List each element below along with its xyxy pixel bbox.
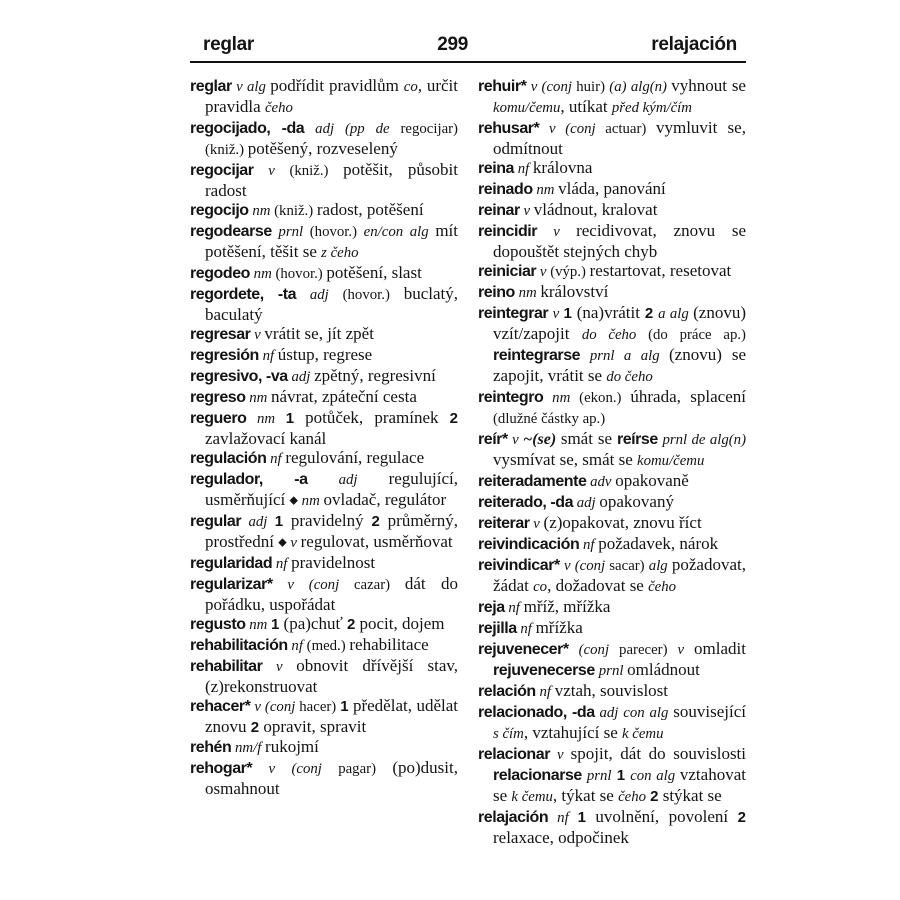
entry-text: čeho — [648, 579, 677, 595]
entry-text: (kniž.) — [274, 203, 317, 219]
entry-text: (z)opakovat, znovu říct — [543, 513, 702, 532]
dictionary-entry — [190, 284, 458, 324]
dictionary-entry — [478, 807, 746, 847]
entry-text: reírse — [616, 431, 663, 448]
column-right — [478, 76, 746, 847]
dictionary-entry — [190, 118, 458, 160]
dictionary-entry — [190, 387, 458, 408]
header-left-guideword: reglar — [203, 34, 255, 55]
entry-text: ovladač, regulátor — [323, 490, 447, 509]
entry-text: co — [533, 579, 548, 595]
page-number: 299 — [437, 34, 469, 55]
entry-text: prnl — [271, 224, 310, 240]
entry-text: (med.) — [306, 638, 350, 654]
headword: regulador, -a — [190, 471, 308, 488]
entry-text: (a) alg(n) — [609, 79, 672, 95]
entry-text: 2 — [449, 410, 459, 427]
headword: regresar — [190, 326, 251, 343]
entry-text: , týkat se — [552, 786, 619, 805]
dictionary-entry — [478, 702, 746, 744]
dictionary-entry — [190, 511, 458, 553]
entry-text: v — [286, 535, 301, 551]
entry-text: předělat, udělat znovu — [205, 696, 459, 736]
headword: reincidir — [478, 223, 538, 240]
headword: rehusar* — [478, 120, 540, 137]
entry-text: potěšení, slast — [326, 263, 422, 282]
headword: rehabilitación — [190, 637, 288, 654]
headword: reintegro — [478, 389, 544, 406]
entry-text: (hovor.) — [309, 224, 364, 240]
dictionary-entry — [478, 513, 746, 534]
entry-text: nm — [297, 493, 324, 509]
headword: regularidad — [190, 555, 273, 572]
entry-text: (dlužné částky ap.) — [493, 411, 606, 427]
dictionary-entry — [478, 534, 746, 555]
entry-text: omladit — [694, 639, 746, 658]
entry-text: v — [262, 659, 297, 675]
dictionary-entry — [478, 158, 746, 179]
headword: reiteradamente — [478, 473, 587, 490]
entry-text: huir) — [576, 79, 610, 95]
entry-text: nf — [535, 684, 555, 700]
dictionary-entry — [190, 221, 458, 263]
dictionary-entry — [478, 492, 746, 513]
dictionary-entry — [478, 618, 746, 639]
entry-text: omládnout — [627, 660, 700, 679]
entry-text: pravidelný — [290, 511, 372, 530]
entry-text: rukojmí — [265, 737, 319, 756]
entry-text: adj — [296, 287, 343, 303]
entry-text: parecer) — [619, 642, 678, 658]
headword: regreso — [190, 389, 246, 406]
entry-text: uvolnění, povolení — [595, 807, 738, 826]
headword: reír* — [478, 431, 508, 448]
headword: reivindicación — [478, 536, 580, 553]
headword: regocijo — [190, 202, 249, 219]
headword: regocijado, -da — [190, 120, 305, 137]
entry-text: komu/čemu — [493, 100, 561, 116]
entry-text: úhrada, splacení — [630, 387, 746, 406]
dictionary-entry — [478, 597, 746, 618]
entry-text: 2 — [346, 616, 360, 633]
entry-text: do čeho — [606, 369, 653, 385]
entry-text: cazar) — [353, 577, 405, 593]
entry-text: vztah, souvislost — [554, 681, 669, 700]
headword: relajación — [478, 809, 549, 826]
headword: regordete, -ta — [190, 286, 297, 303]
entry-text: stýkat se — [662, 786, 722, 805]
entry-text: z čeho — [321, 245, 359, 261]
dictionary-entry — [478, 200, 746, 221]
headword: rehuir* — [478, 78, 527, 95]
entry-text: reintegrarse — [493, 347, 590, 364]
entry-text: (conj — [568, 642, 620, 658]
entry-text: adj — [241, 514, 275, 530]
entry-text: zpětný, regresivní — [314, 366, 436, 385]
entry-text: nf — [516, 621, 536, 637]
entry-text: nf — [287, 638, 307, 654]
entry-text: adj (pp de — [304, 121, 401, 137]
column-left — [190, 76, 458, 847]
entry-text: v — [250, 327, 265, 343]
entry-text: 1 — [611, 767, 631, 784]
entry-text: vládnout, kralovat — [533, 200, 658, 219]
entry-text: en/con alg — [363, 224, 436, 240]
entry-text: v (conj — [272, 577, 354, 593]
dictionary-entry — [190, 635, 458, 656]
dictionary-entry — [190, 408, 458, 448]
entry-text: pravidelnost — [291, 553, 376, 572]
entry-text: průměrný, prostřední — [205, 511, 459, 551]
entry-text: do čeho — [581, 327, 649, 343]
entry-text: v — [253, 163, 290, 179]
headword: relacionar — [478, 746, 550, 763]
entry-text: 2 — [644, 305, 659, 322]
entry-text: 1 — [563, 305, 577, 322]
entry-text: , dožadovat se — [547, 576, 649, 595]
entry-text: v (conj — [526, 79, 577, 95]
entry-text: 2 — [646, 788, 663, 805]
entry-text: (hovor.) — [275, 266, 327, 282]
entry-text: spojit, dát do souvislosti — [570, 744, 747, 763]
headword: rehacer* — [190, 698, 251, 715]
dictionary-entry — [478, 221, 746, 261]
entry-text: nf — [548, 810, 578, 826]
headword: reinado — [478, 181, 533, 198]
entry-text: ústup, regrese — [277, 345, 373, 364]
dictionary-entry — [478, 471, 746, 492]
entry-text: nm — [249, 266, 276, 282]
entry-text: nm — [532, 182, 559, 198]
entry-text: v — [550, 747, 571, 763]
entry-text: podřídit pravidlům — [270, 76, 404, 95]
entry-text: alg — [648, 558, 672, 574]
entry-text: regulovat, usměrňovat — [300, 532, 453, 551]
entry-text: vymluvit se, odmítnout — [493, 118, 746, 158]
entry-text: regulování, regulace — [285, 448, 425, 467]
entry-text: 1 — [271, 616, 284, 633]
entry-text: v (conj — [539, 121, 606, 137]
entry-text: čeho — [264, 100, 293, 116]
dictionary-entry — [478, 261, 746, 282]
headword: regocijar — [190, 162, 254, 179]
entry-text: zavlažovací kanál — [205, 429, 327, 448]
header-right-guideword: relajación — [651, 34, 737, 55]
entry-text: související — [673, 702, 746, 721]
headword: relación — [478, 683, 536, 700]
headword: reintegrar — [478, 305, 549, 322]
entry-text: 1 — [340, 698, 353, 715]
headword: rehogar* — [190, 760, 253, 777]
entry-text: v — [548, 306, 564, 322]
headword: rejuvenecer* — [478, 641, 569, 658]
dictionary-entry — [478, 555, 746, 597]
entry-text: vrátit se, jít zpět — [264, 324, 374, 343]
entry-text: s čím — [493, 726, 524, 742]
dictionary-entry — [478, 179, 746, 200]
entry-text: nm — [246, 411, 286, 427]
dictionary-entry — [190, 76, 458, 118]
entry-text: království — [540, 282, 609, 301]
dictionary-entry — [190, 366, 458, 387]
entry-text: obnovit dřívější stav, (z)rekonstruovat — [205, 656, 459, 696]
dictionary-entry — [190, 553, 458, 574]
entry-text: prnl — [598, 663, 628, 679]
headword: reguero — [190, 410, 247, 427]
dictionary-entry — [478, 303, 746, 387]
entry-text: radost, potěšení — [316, 200, 424, 219]
entry-text: con alg — [630, 768, 680, 784]
headword: regusto — [190, 616, 246, 633]
entry-text: (znovu) vzít/zapojit — [493, 303, 746, 343]
entry-text: ~(se) — [523, 431, 561, 448]
entry-text: nf — [272, 556, 292, 572]
entry-text: opakovaně — [615, 471, 689, 490]
entry-text: vláda, panování — [558, 179, 666, 198]
dictionary-entry — [190, 448, 458, 469]
header-rule — [190, 61, 746, 63]
dictionary-entry — [190, 696, 458, 737]
entry-text: mřížka — [535, 618, 583, 637]
entry-text: prnl a alg — [589, 348, 670, 364]
entry-text: nf — [514, 161, 533, 177]
entry-text: mříž, mřížka — [523, 597, 611, 616]
entry-text: a alg — [658, 306, 694, 322]
entry-text: nm — [514, 285, 541, 301]
entry-text: dát do pořádku, uspořádat — [205, 574, 458, 614]
entry-text: adj — [287, 369, 315, 385]
headword: reiniciar — [478, 263, 537, 280]
headword: reglar — [190, 78, 232, 95]
dictionary-entry — [190, 160, 458, 200]
entry-text: potěšený, rozveselený — [247, 139, 398, 158]
headword: reiterar — [478, 515, 530, 532]
entry-text: (znovu) se zapojit, vrátit se — [493, 345, 747, 385]
entry-text: relaxace, odpočinek — [493, 828, 629, 847]
entry-text: vysmívat se, smát se — [493, 450, 638, 469]
entry-text: v (conj — [250, 699, 300, 715]
entry-text: nm — [245, 390, 272, 406]
entry-text: nf — [579, 537, 599, 553]
headword: reiterado, -da — [478, 494, 574, 511]
entry-text: v — [507, 432, 524, 448]
dictionary-entry — [190, 758, 458, 798]
entry-text: 1 — [274, 513, 291, 530]
entry-text: k čemu — [511, 789, 553, 805]
entry-text: adv — [586, 474, 616, 490]
entry-text: adj — [573, 495, 600, 511]
dictionary-entry — [190, 469, 458, 511]
entry-text: regulující, usměrňující — [205, 469, 458, 509]
entry-text: , vztahující se — [523, 723, 623, 742]
entry-text: (na)vrátit — [576, 303, 645, 322]
entry-text: čeho — [618, 789, 647, 805]
entry-text: opakovaný — [599, 492, 674, 511]
headword: regularizar* — [190, 576, 273, 593]
entry-text: nm — [245, 617, 272, 633]
headword: reja — [478, 599, 505, 616]
entry-text: nm/f — [231, 740, 266, 756]
entry-text: (hovor.) — [342, 287, 404, 303]
entry-text: nf — [266, 451, 286, 467]
dictionary-entry — [478, 681, 746, 702]
entry-text: (kniž.) — [289, 163, 344, 179]
headword: rehabilitar — [190, 658, 263, 675]
headword: regodearse — [190, 223, 272, 240]
dictionary-entry — [478, 282, 746, 303]
entry-text: vztahovat se — [493, 765, 746, 805]
entry-text: adj con alg — [594, 705, 674, 721]
page-header — [190, 34, 746, 58]
diamond-separator-icon: ◆ — [289, 494, 298, 507]
entry-text: opravit, spravit — [263, 717, 367, 736]
headword: reivindicar* — [478, 557, 560, 574]
headword: reina — [478, 160, 514, 177]
entry-text: adj — [307, 472, 389, 488]
entry-text: vyhnout se — [671, 76, 746, 95]
entry-text: v — [529, 516, 544, 532]
dictionary-entry — [478, 639, 746, 681]
entry-text: prnl de alg(n) — [662, 432, 747, 448]
entry-text: před kým/čím — [611, 100, 692, 116]
dictionary-entry — [190, 263, 458, 284]
entry-text: 2 — [737, 809, 746, 826]
entry-text: v — [537, 224, 577, 240]
headword: regresión — [190, 347, 259, 364]
dictionary-entry — [190, 324, 458, 345]
headword: relacionado, -da — [478, 704, 595, 721]
entry-text: 2 — [371, 513, 388, 530]
dictionary-entry — [190, 656, 458, 696]
dictionary-entry — [478, 118, 746, 158]
entry-text: prnl — [586, 768, 612, 784]
entry-text: mít potěšení, těšit se — [205, 221, 458, 261]
entry-text: hacer) — [299, 699, 341, 715]
headword: rehén — [190, 739, 232, 756]
entry-text: návrat, zpáteční cesta — [271, 387, 417, 406]
entry-text: v — [677, 642, 695, 658]
entry-text: pocit, dojem — [359, 614, 445, 633]
dictionary-entry — [478, 744, 746, 807]
dictionary-entry — [478, 429, 746, 471]
entry-text: 1 — [285, 410, 306, 427]
entry-text: 1 — [577, 809, 596, 826]
entry-text: smát se — [560, 429, 617, 448]
entry-text: potěšit, působit radost — [205, 160, 458, 200]
entry-text: , utíkat — [560, 97, 612, 116]
entry-text: 2 — [250, 719, 264, 736]
entry-text: k čemu — [622, 726, 664, 742]
entry-text: co — [403, 79, 418, 95]
entry-text: v alg — [231, 79, 271, 95]
entry-text: sacar) — [609, 558, 649, 574]
headword: rejilla — [478, 620, 517, 637]
entry-text: relacionarse — [493, 767, 587, 784]
headword: regular — [190, 513, 242, 530]
entry-text: nf — [258, 348, 278, 364]
entry-text: nm — [543, 390, 580, 406]
dictionary-entry — [478, 76, 746, 118]
entry-text: actuar) — [605, 121, 656, 137]
entry-text: (do práce ap.) — [648, 327, 746, 343]
entry-text: pagar) — [338, 761, 393, 777]
entry-text: (ekon.) — [579, 390, 631, 406]
entry-text: požadovat, žádat — [493, 555, 746, 595]
entry-text: rejuvenecerse — [493, 662, 599, 679]
entry-text: (po)dusit, osmahnout — [205, 758, 458, 798]
dictionary-entry — [190, 345, 458, 366]
headword: regulación — [190, 450, 267, 467]
entry-text: potůček, pramínek — [305, 408, 450, 427]
dictionary-entry — [190, 200, 458, 221]
headword: regodeo — [190, 265, 250, 282]
entry-text: buclatý, baculatý — [205, 284, 458, 324]
text-columns — [190, 76, 746, 847]
entry-text: požadavek, nárok — [598, 534, 719, 553]
entry-text: (výp.) — [550, 264, 590, 280]
entry-text: nf — [504, 600, 524, 616]
dictionary-entry — [190, 574, 458, 614]
entry-text: rehabilitace — [349, 635, 429, 654]
dictionary-entry — [478, 387, 746, 429]
entry-text: restartovat, resetovat — [589, 261, 732, 280]
page-content — [190, 34, 746, 847]
entry-text: regocijar) (kniž.) — [205, 121, 458, 158]
entry-text: v (conj — [559, 558, 610, 574]
entry-text: , určit pravidla — [205, 76, 459, 116]
headword: regresivo, -va — [190, 368, 288, 385]
entry-text: královna — [532, 158, 593, 177]
dictionary-entry — [190, 614, 458, 635]
headword: reino — [478, 284, 515, 301]
entry-text: v (conj — [252, 761, 339, 777]
entry-text: komu/čemu — [637, 453, 705, 469]
entry-text: recidivovat, znovu se dopouštět stejných chyb — [493, 221, 746, 261]
headword: reinar — [478, 202, 520, 219]
entry-text: (pa)chuť — [283, 614, 347, 633]
entry-text: nm — [248, 203, 275, 219]
entry-text: v — [519, 203, 534, 219]
dictionary-entry — [190, 737, 458, 758]
entry-text: v — [536, 264, 551, 280]
diamond-separator-icon: ◆ — [278, 536, 287, 549]
